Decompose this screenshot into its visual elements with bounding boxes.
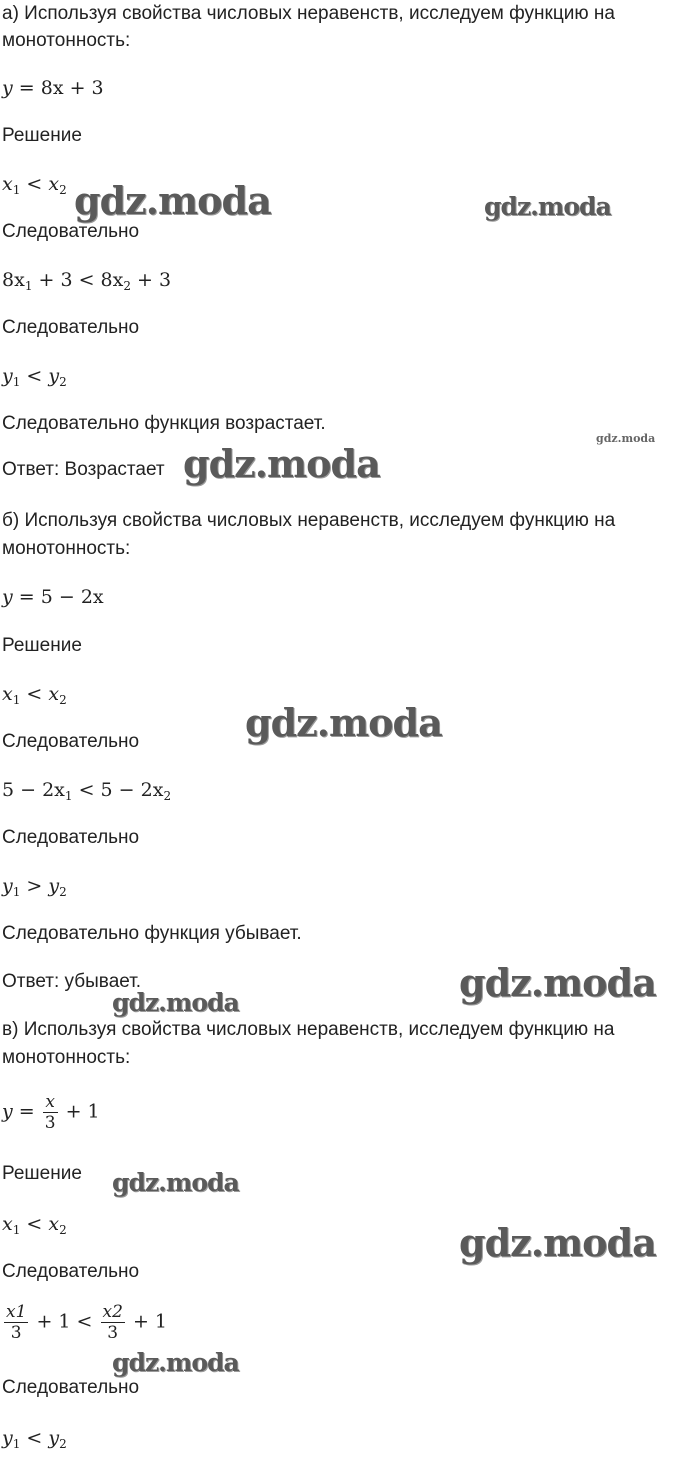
part-a-hence2: Следовательно	[2, 317, 140, 338]
part-b-step1: $x_1 < x_2$	[2, 683, 67, 707]
part-a-function: y = 8x + 3	[2, 77, 104, 99]
part-v-step1: $x_1 < x_2$	[2, 1213, 67, 1237]
watermark-logo: gdz.moda	[74, 178, 271, 223]
watermark-logo: gdz.moda	[596, 432, 656, 445]
part-v-step2: $\frac{x1}{3}$ + 1 < $\frac{x2}{3}$ + 1	[6, 1302, 167, 1343]
part-b-intro: б) Используя свойства числовых неравенств, исследуем функцию на	[2, 510, 616, 531]
part-v-hence2: Следовательно	[2, 1377, 140, 1398]
part-a-solution-label: Решение	[2, 125, 82, 146]
watermark-logo: gdz.moda	[459, 1220, 656, 1265]
part-v-hence1: Следовательно	[2, 1261, 140, 1282]
part-v-intro-cont: монотонность:	[2, 1047, 131, 1068]
part-v-step2-left-fraction: $\frac{x1}{3}$	[6, 1302, 27, 1343]
part-b-conclusion: Следовательно функция убывает.	[2, 923, 302, 944]
part-a-step3: $y_1 < y_2$	[2, 365, 67, 389]
part-v-function-fraction: $\frac{x}{3}$	[44, 1092, 56, 1133]
part-b-solution-label: Решение	[2, 635, 82, 656]
watermark-logo: gdz.moda	[459, 960, 656, 1005]
part-b-step3: $y_1 > y_2$	[2, 875, 67, 899]
watermark-logo: gdz.moda	[183, 441, 380, 486]
part-b-answer: Ответ: убывает.	[2, 971, 142, 992]
part-b-function: y = 5 − 2x	[2, 586, 104, 608]
part-a-intro-cont: монотонность:	[2, 30, 131, 51]
part-a-conclusion: Следовательно функция возрастает.	[2, 413, 326, 434]
part-a-step1: $x_1 < x_2$	[2, 173, 67, 197]
watermark-logo: gdz.moda	[112, 1348, 239, 1377]
part-v-solution-label: Решение	[2, 1163, 82, 1184]
part-b-hence2: Следовательно	[2, 827, 140, 848]
watermark-logo: gdz.moda	[484, 192, 611, 221]
watermark-logo: gdz.moda	[112, 1168, 239, 1197]
part-v-step3: $y_1 < y_2$	[2, 1427, 67, 1451]
part-a-step2: $8x_1 + 3 < 8x_2 + 3$	[2, 269, 172, 293]
part-a-hence1: Следовательно	[2, 221, 140, 242]
part-v-step2-right-fraction: $\frac{x2}{3}$	[102, 1302, 123, 1343]
watermark-logo: gdz.moda	[112, 988, 239, 1017]
part-v-intro: в) Используя свойства числовых неравенств, исследуем функцию на	[2, 1019, 615, 1040]
watermark-logo: gdz.moda	[245, 700, 442, 745]
part-v-function: y = $\frac{x}{3}$ + 1	[2, 1092, 100, 1133]
part-a-intro: а) Используя свойства числовых неравенств, исследуем функцию на	[2, 3, 615, 24]
part-b-step2: $5 - 2x_1 < 5 - 2x_2$	[2, 779, 172, 803]
part-b-hence1: Следовательно	[2, 731, 140, 752]
part-b-intro-cont: монотонность:	[2, 538, 131, 559]
part-a-answer: Ответ: Возрастает	[2, 459, 165, 480]
